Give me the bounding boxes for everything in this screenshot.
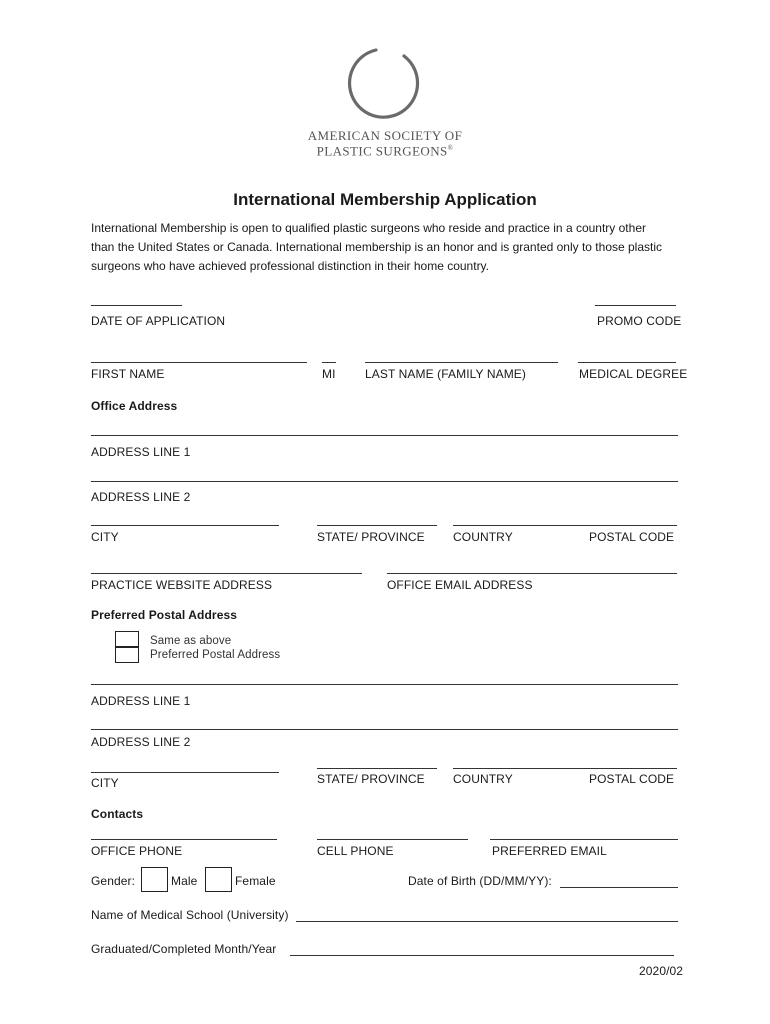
female-checkbox[interactable] — [205, 867, 232, 892]
cell-phone-label: CELL PHONE — [317, 844, 394, 858]
graduated-label: Graduated/Completed Month/Year — [91, 942, 277, 956]
first-name-field[interactable] — [91, 362, 307, 363]
postal-state-label: STATE/ PROVINCE — [317, 772, 425, 786]
postal-address-line-1-field[interactable] — [91, 684, 678, 685]
office-email-label: OFFICE EMAIL ADDRESS — [387, 578, 533, 592]
logo-line-1: AMERICAN SOCIETY OF — [307, 128, 463, 143]
date-of-application-label: DATE OF APPLICATION — [91, 314, 226, 328]
same-as-above-label: Same as above — [150, 635, 232, 647]
contacts-heading: Contacts — [91, 807, 144, 821]
medical-school-field[interactable] — [296, 921, 678, 922]
last-name-field[interactable] — [365, 362, 558, 363]
office-address-heading: Office Address — [91, 399, 178, 413]
intro-line-2: than the United States or Canada. International membership is an honor and is granted only to those plastic — [91, 240, 663, 254]
promo-code-field[interactable] — [595, 305, 676, 306]
dob-field[interactable] — [560, 887, 678, 888]
dob-label: Date of Birth (DD/MM/YY): — [408, 874, 552, 888]
mi-field[interactable] — [322, 362, 336, 363]
preferred-email-label: PREFERRED EMAIL — [492, 844, 607, 858]
practice-website-field[interactable] — [91, 573, 362, 574]
postal-city-field[interactable] — [91, 772, 279, 773]
form-version: 2020/02 — [639, 964, 684, 978]
asps-logo-ring-icon — [346, 46, 424, 124]
graduated-field[interactable] — [290, 955, 674, 956]
office-postal-code-label: POSTAL CODE — [589, 530, 675, 544]
office-state-field[interactable] — [317, 525, 437, 526]
postal-city-label: CITY — [91, 776, 119, 790]
postal-postal-code-label: POSTAL CODE — [589, 772, 675, 786]
date-of-application-field[interactable] — [91, 305, 182, 306]
male-checkbox[interactable] — [141, 867, 168, 892]
female-label: Female — [235, 874, 276, 888]
preferred-postal-checkbox[interactable] — [115, 647, 139, 663]
office-email-field[interactable] — [387, 573, 677, 574]
logo-line-2: PLASTIC SURGEONS — [316, 143, 448, 159]
office-city-label: CITY — [91, 530, 119, 544]
medical-degree-field[interactable] — [578, 362, 676, 363]
office-country-postal-field[interactable] — [453, 525, 677, 526]
office-address-line-1-label: ADDRESS LINE 1 — [91, 445, 191, 459]
first-name-label: FIRST NAME — [91, 367, 165, 381]
same-as-above-checkbox[interactable] — [115, 631, 139, 647]
medical-school-label: Name of Medical School (University) — [91, 908, 289, 922]
office-country-label: COUNTRY — [453, 530, 513, 544]
office-address-line-2-field[interactable] — [91, 481, 678, 482]
postal-state-field[interactable] — [317, 768, 437, 769]
mi-label: MI — [322, 367, 336, 381]
postal-address-line-2-field[interactable] — [91, 729, 678, 730]
office-phone-field[interactable] — [91, 839, 277, 840]
cell-phone-field[interactable] — [317, 839, 468, 840]
preferred-email-field[interactable] — [490, 839, 678, 840]
registered-mark: ® — [447, 144, 454, 152]
intro-paragraph — [91, 219, 691, 276]
last-name-label: LAST NAME (FAMILY NAME) — [365, 367, 527, 381]
preferred-postal-address-label: Preferred Postal Address — [150, 649, 281, 661]
postal-country-label: COUNTRY — [453, 772, 513, 786]
office-phone-label: OFFICE PHONE — [91, 844, 183, 858]
male-label: Male — [171, 874, 198, 888]
preferred-postal-heading: Preferred Postal Address — [91, 608, 238, 622]
gender-label: Gender: — [91, 874, 136, 888]
page-title: International Membership Application — [233, 190, 537, 209]
postal-address-line-1-label: ADDRESS LINE 1 — [91, 694, 191, 708]
office-address-line-2-label: ADDRESS LINE 2 — [91, 490, 191, 504]
logo-text — [285, 130, 485, 157]
postal-address-line-2-label: ADDRESS LINE 2 — [91, 735, 191, 749]
intro-line-3: surgeons who have achieved professional distinction in their home country. — [91, 259, 490, 273]
postal-country-postal-field[interactable] — [453, 768, 677, 769]
office-address-line-1-field[interactable] — [91, 435, 678, 436]
medical-degree-label: MEDICAL DEGREE — [579, 367, 688, 381]
office-state-label: STATE/ PROVINCE — [317, 530, 425, 544]
promo-code-label: PROMO CODE — [597, 314, 682, 328]
office-city-field[interactable] — [91, 525, 279, 526]
practice-website-label: PRACTICE WEBSITE ADDRESS — [91, 578, 273, 592]
intro-line-1: International Membership is open to qualified plastic surgeons who reside and practice in a country other — [91, 221, 646, 235]
